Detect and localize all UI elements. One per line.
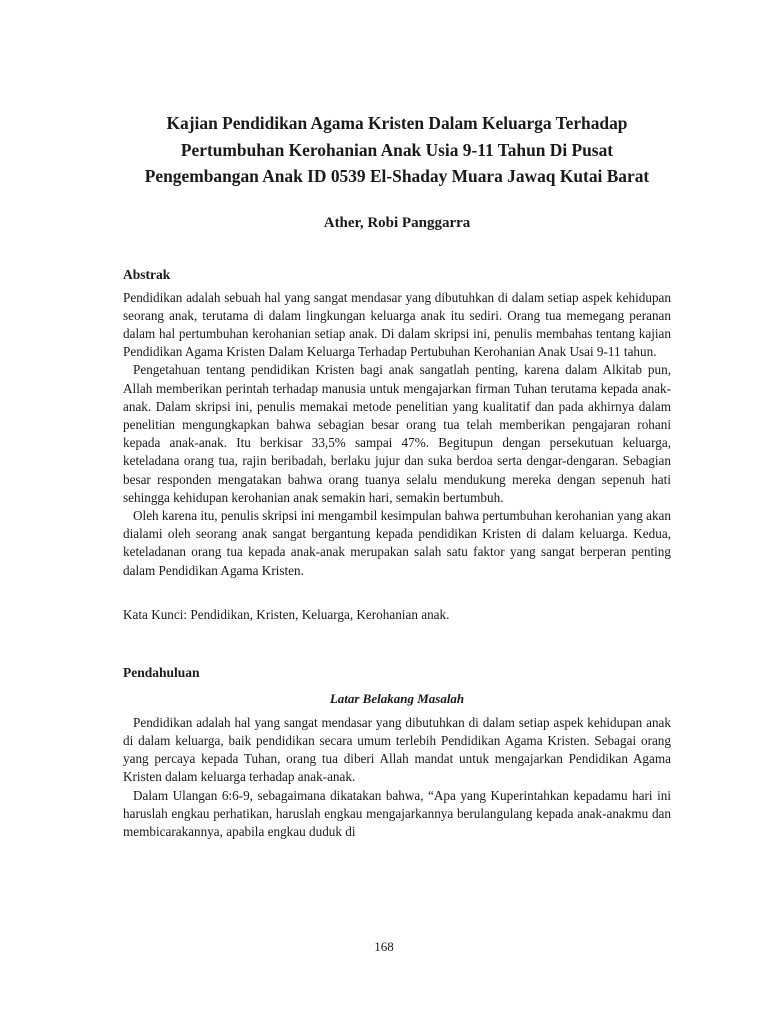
abstract-paragraph-3: Oleh karena itu, penulis skripsi ini mengambil kesimpulan bahwa pertumbuhan kerohanian yang akan dialami oleh seorang anak sangat bergantung kepada pendidikan Kristen di dalam keluarga. Kedua, keteladanan orang tua kepada anak-anak merupakan salah satu faktor yang sangat berperan penting dalam Pendidikan Agama Kristen. bbox=[123, 507, 671, 578]
paper-page bbox=[123, 110, 671, 841]
introduction-paragraph-1: Pendidikan adalah hal yang sangat mendasar yang dibutuhkan di dalam setiap aspek kehidupan anak di dalam keluarga, baik pendidikan secara umum terlebih Pendidikan Agama Kristen. Sebagai orang yang percaya kepada Tuhan, orang tua diberi Allah mandat untuk mengajarkan Pendidikan Agama Kristen dalam keluarga terhadap anak-anak. bbox=[123, 714, 671, 785]
abstract-paragraph-2: Pengetahuan tentang pendidikan Kristen bagi anak sangatlah penting, karena dalam Alkitab pun, Allah memberikan perintah terhadap manusia untuk mengajarkan firman Tuhan terutama kepada anak-anak. Dalam skripsi ini, penulis memakai metode penelitian yang kualitatif dan pada akhirnya dalam penelitian mengungkapkan bahwa sebagian besar orang tua telah memberikan pengajaran rohani kepada anak-anak. Itu berkisar 33,5% sampai 47%. Begitupun dengan persekutuan keluarga, keteladana orang tua, rajin beribadah, berlaku jujur dan suka berdoa serta dengar-dengaran. Sebagian besar responden mengatakan bahwa orang tuanya selalu mendukung mereka dengan sepenuh hati sehingga kehidupan kerohanian anak semakin hari, semakin bertumbuh. bbox=[123, 362, 671, 505]
page-number: 168 bbox=[374, 939, 394, 954]
introduction-body bbox=[123, 714, 671, 841]
introduction-paragraph-2: Dalam Ulangan 6:6-9, sebagaimana dikatakan bahwa, “Apa yang Kuperintahkan kepadamu hari ini haruslah engkau perhatikan, haruslah engkau mengajarkannya berulangulang kepada anak-anakmu dan membicarakannya, apabila engkau duduk di bbox=[123, 787, 671, 839]
keywords: Kata Kunci: Pendidikan, Kristen, Keluarga, Kerohanian anak. bbox=[123, 606, 450, 622]
introduction-subheading: Latar Belakang Masalah bbox=[329, 690, 465, 706]
paper-title: Kajian Pendidikan Agama Kristen Dalam Keluarga Terhadap Pertumbuhan Kerohanian Anak Usia 9-11 Tahun Di Pusat Pengembangan Anak ID 0539 El-Shaday Muara Jawaq Kutai Barat bbox=[144, 113, 650, 186]
introduction-heading: Pendahuluan bbox=[123, 664, 200, 680]
abstract-body bbox=[123, 289, 671, 580]
paper-authors: Ather, Robi Panggarra bbox=[323, 214, 471, 231]
abstract-heading: Abstrak bbox=[123, 266, 171, 282]
abstract-paragraph-1: Pendidikan adalah sebuah hal yang sangat mendasar yang dibutuhkan di dalam setiap aspek kehidupan seorang anak, terutama di dalam lingkungan keluarga anak itu sediri. Orang tua memegang peranan dalam hal pertumbuhan kerohanian setiap anak. Di dalam skripsi ini, penulis membahas tentang kajian Pendidikan Agama Kristen Dalam Keluarga Terhadap Pertubuhan Kerohanian Anak Usai 9-11 tahun. bbox=[123, 289, 671, 360]
